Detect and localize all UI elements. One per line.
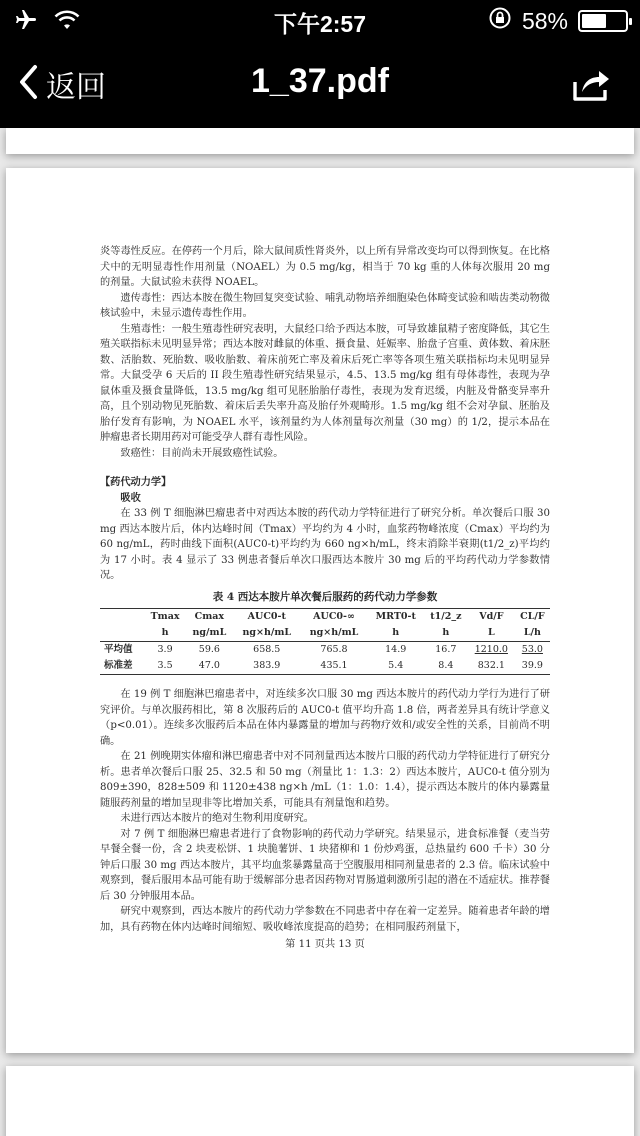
- table-unit: ng/mL: [186, 625, 234, 642]
- table-cell: 5.4: [388, 660, 404, 671]
- battery-icon: [578, 10, 628, 32]
- table-cell: 53.0: [521, 644, 543, 655]
- table-cell: 14.9: [385, 644, 407, 655]
- status-right-group: [488, 6, 628, 36]
- table-cell: 383.9: [253, 660, 281, 671]
- page-paragraph: 未进行西达本胺片的绝对生物利用度研究。: [120, 813, 314, 824]
- table-header: Vd/F: [479, 611, 504, 622]
- page-paragraph: 在 19 例 T 细胞淋巴瘤患者中，对连续多次口服 30 mg 西达本胺片的药代动力学行为进行了研究评价。与单次服药相比，第 8 次服药后的 AUC0-t 值平均升高 1.8 倍，两者差异具有统计学意义（p<0.01）。连续多次服药后本品在体内暴露量的增加与药物疗效和/或安全性的关系，目前尚不明确。: [100, 689, 550, 747]
- table-unit: L: [468, 625, 515, 642]
- page-paragraph: 对 7 例 T 细胞淋巴瘤患者进行了食物影响的药代动力学研究。结果显示，进食标准餐（麦当劳早餐全餐一份，含 2 块麦松饼、1 块脆薯饼、1 块猪柳和 1 份炒鸡蛋，总热量约 600 千卡）30 分钟后口服 30 mg 西达本胺片，其平均血浆暴露量高于空腹服用相同剂量患者的 2.3 倍。临床试验中观察到，餐后服用本品可能有助于缓解部分患者因药物对胃肠道刺激所引起的潜在不适症状。推荐餐后 30 分钟服用本品。: [100, 828, 550, 902]
- nav-title: 1_37.pdf: [251, 62, 389, 100]
- table-cell: 658.5: [253, 644, 281, 655]
- page-paragraph: 研究中观察到，西达本胺片的药代动力学参数在不同患者中存在着一定差异。随着患者年龄的增加，具有药物在体内达峰时间缩短、吸收峰浓度提高的趋势；在相同服药剂量下，: [100, 906, 550, 933]
- pk-parameters-table: [100, 608, 550, 675]
- table-unit: h: [424, 625, 468, 642]
- table-header-row: [100, 609, 550, 626]
- table-header: Cmax: [194, 611, 225, 622]
- table-cell: 16.7: [435, 644, 457, 655]
- page-paragraph: 在 21 例晚期实体瘤和淋巴瘤患者中对不同剂量西达本胺片口服的药代动力学特征进行了研究分析。患者单次餐后口服 25、32.5 和 50 mg（剂量比 1：1.3：2）西达本胺片，AUC0-t 值分别为 809±390，828±509 和 1120±438 ng×h /mL（1：1.0：1.4），提示西达本胺片的体内暴露量随服药剂量的增加呈现非等比增加关系，可能具有剂量饱和趋势。: [100, 751, 550, 809]
- back-label: 返回: [46, 71, 106, 104]
- table-row: [100, 642, 550, 659]
- pdf-page-previous: [6, 128, 634, 154]
- sub-heading: 吸收: [120, 491, 141, 504]
- table-header: AUC0-t: [247, 611, 286, 622]
- table-unit: L/h: [515, 625, 550, 642]
- table-header-blank: [100, 625, 145, 642]
- table-cell: 3.9: [157, 644, 173, 655]
- nav-bar: [0, 40, 640, 128]
- table-row-label: 平均值: [104, 644, 133, 655]
- page-footer: 第 11 页共 13 页: [285, 939, 365, 950]
- table-cell: 1210.0: [474, 644, 508, 655]
- table-cell: 39.9: [521, 660, 543, 671]
- table-unit: ng×h/mL: [233, 625, 300, 642]
- table-cell: 765.8: [320, 644, 348, 655]
- table-header: AUC0-∞: [313, 611, 355, 622]
- table-units-row: [100, 625, 550, 642]
- share-button[interactable]: [572, 66, 612, 107]
- section-heading: 【药代动力学】: [100, 476, 172, 488]
- rotation-lock-icon: [488, 6, 512, 36]
- page-paragraph: 遗传毒性：西达本胺在微生物回复突变试验、哺乳动物培养细胞染色体畸变试验和啮齿类动物微核试验中，未显示遗传毒性作用。: [100, 292, 550, 319]
- table-cell: 435.1: [320, 660, 348, 671]
- page-paragraph: 生殖毒性：一般生殖毒性研究表明，大鼠经口给予西达本胺，可导致雄鼠精子密度降低，其它生殖关联指标未见明显异常；西达本胺对雌鼠的体重、摄食量、妊娠率、胎盘子宫重、黄体数、着床胚数、活胎数、死胎数、吸收胎数、着床前死亡率及着床后死亡率等各项生殖关联指标均未见明显异常。大鼠受孕 6 天后的 II 段生殖毒性研究结果显示，4.5、13.5 mg/kg 组有母体毒性，表现为孕鼠体重及摄食量降低，13.5 mg/kg 组可见胚胎胎仔毒性，表现为发育迟缓，内脏及骨骼变异率升高，且个别动物见死胎数、着床后丢失率升高及胎仔外观畸形。1.5 mg/kg 组不会对孕鼠、胚胎及胎仔发育有影响，为 NOAEL 水平，该剂量约为人体剂量每次剂量（30 mg）的 1/2，提示本品在肿瘤患者长期用药对可能受孕人群有毒性风险。: [100, 323, 550, 443]
- table-cell: 47.0: [198, 660, 220, 671]
- page-paragraph: 在 33 例 T 细胞淋巴瘤患者中对西达本胺的药代动力学特征进行了研究分析。单次餐后口服 30 mg 西达本胺片后，体内达峰时间（Tmax）平均约为 4 小时，血浆药物峰浓度（Cmax）平均约为 60 ng/mL，药时曲线下面积(AUC0-t)平均约为 660 ng×h/mL，终末消除半衰期(t1/2_z)平均约为 17 小时。表 4 显示了 33 例患者餐后单次口服西达本胺片 30 mg 后的平均药代动力学参数情况。: [100, 508, 550, 581]
- table-caption: 表 4 西达本胺片单次餐后服药的药代动力学参数: [212, 590, 438, 603]
- table-cell: 59.6: [198, 644, 220, 655]
- table-cell: 832.1: [477, 660, 505, 671]
- table-unit: h: [368, 625, 424, 642]
- table-cell: 8.4: [438, 660, 454, 671]
- pdf-page-next: [6, 1066, 634, 1136]
- table-header: CL/F: [520, 611, 545, 622]
- pdf-page-content: [100, 244, 550, 953]
- page-paragraph: 致癌性：目前尚未开展致癌性试验。: [120, 447, 284, 459]
- battery-percent: 58%: [521, 7, 568, 34]
- pdf-page-current[interactable]: [6, 168, 634, 1053]
- table-row: [100, 658, 550, 675]
- table-header: t1/2_z: [430, 611, 462, 622]
- battery-fill: [582, 14, 606, 28]
- table-header-blank: [100, 609, 145, 626]
- status-time: 下午2:57: [273, 11, 367, 37]
- share-icon: [572, 89, 612, 106]
- status-bar: [0, 0, 640, 40]
- page-paragraph: 炎等毒性反应。在停药一个月后，除大鼠间质性肾炎外，以上所有异常改变均可以得到恢复。在比格犬中的无明显毒性作用剂量（NOAEL）为 0.5 mg/kg，相当于 70 kg 重的人体每次服用 20 mg 的剂量。大鼠试验未获得 NOAEL。: [100, 246, 550, 288]
- table-unit: ng×h/mL: [300, 625, 367, 642]
- table-header: MRT0-t: [375, 611, 416, 622]
- table-row-label: 标准差: [104, 660, 133, 671]
- table-cell: 3.5: [157, 660, 173, 671]
- table-header: Tmax: [150, 611, 180, 622]
- table-unit: h: [145, 625, 186, 642]
